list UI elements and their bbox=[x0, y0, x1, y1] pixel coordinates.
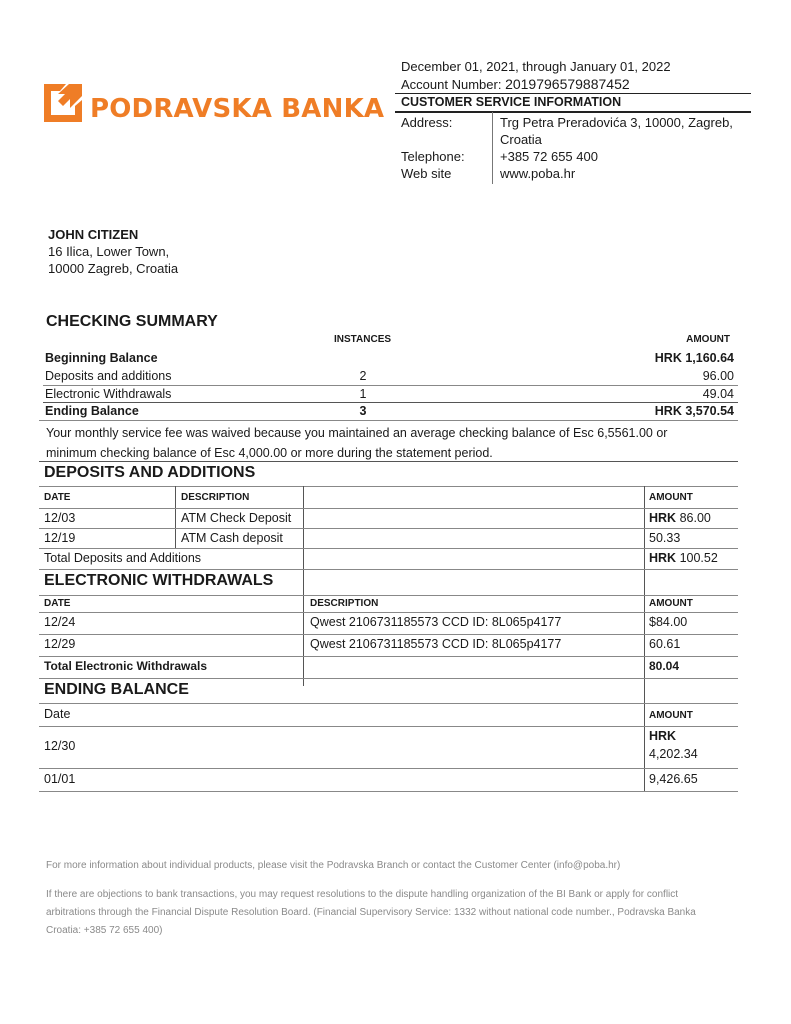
footer-line: arbitrations through the Financial Dispute Resolution Board. (Financial Supervisory Service: 1332 without national code number., Podravska Banka bbox=[46, 907, 696, 918]
footer-line: If there are objections to bank transactions, you may request resolutions to the dispute handling organization of the BI Bank or apply for conflict bbox=[46, 889, 679, 900]
ending-amount: 9,426.65 bbox=[649, 772, 698, 786]
deposits-date-header: DATE bbox=[44, 492, 71, 503]
divider bbox=[39, 678, 738, 679]
ending-date: 12/30 bbox=[44, 739, 76, 753]
address-label: Address: bbox=[401, 115, 453, 130]
summary-label: Beginning Balance bbox=[45, 351, 158, 365]
summary-label: Deposits and additions bbox=[45, 369, 172, 383]
withdrawal-amount: 60.61 bbox=[649, 637, 681, 651]
service-fee-note bbox=[46, 423, 736, 463]
summary-amount: HRK 3,570.54 bbox=[654, 404, 734, 418]
withdrawals-total-amount: 80.04 bbox=[649, 659, 680, 673]
divider bbox=[492, 112, 493, 184]
bank-address-line1: Trg Petra Preradovića 3, 10000, Zagreb, bbox=[500, 115, 733, 130]
deposit-date: 12/03 bbox=[44, 511, 76, 525]
divider bbox=[39, 768, 738, 769]
withdrawals-title: ELECTRONIC WITHDRAWALS bbox=[44, 572, 274, 589]
divider bbox=[39, 486, 738, 487]
divider bbox=[39, 508, 738, 509]
divider bbox=[39, 656, 738, 657]
summary-amount: 96.00 bbox=[702, 369, 734, 383]
customer-service-title: CUSTOMER SERVICE INFORMATION bbox=[401, 95, 622, 109]
divider bbox=[39, 726, 738, 727]
divider bbox=[39, 612, 738, 613]
divider bbox=[644, 486, 645, 792]
summary-instances: 1 bbox=[359, 387, 367, 401]
summary-row-beginning-balance bbox=[43, 350, 738, 367]
divider bbox=[39, 595, 738, 596]
ending-amount: 4,202.34 bbox=[649, 747, 698, 761]
divider bbox=[39, 791, 738, 792]
recipient-address-line1: 16 Ilica, Lower Town, bbox=[48, 244, 170, 259]
divider bbox=[39, 634, 738, 635]
bank-telephone: +385 72 655 400 bbox=[500, 149, 598, 164]
bank-website-link[interactable]: www.poba.hr bbox=[500, 166, 576, 181]
ending-date: 01/01 bbox=[44, 772, 76, 786]
withdrawal-description: Qwest 2106731185573 CCD ID: 8L065p4177 bbox=[310, 637, 562, 651]
footer-line: Croatia: +385 72 655 400) bbox=[46, 925, 163, 936]
deposits-title: DEPOSITS AND ADDITIONS bbox=[44, 464, 256, 481]
account-number: 2019796579887452 bbox=[505, 76, 630, 92]
withdrawal-date: 12/29 bbox=[44, 637, 76, 651]
deposits-description-header: DESCRIPTION bbox=[181, 492, 250, 503]
amount-header: AMOUNT bbox=[686, 334, 730, 345]
divider bbox=[39, 528, 738, 529]
podravska-logo-mark-icon bbox=[44, 84, 82, 122]
footer-objections bbox=[46, 886, 746, 940]
ending-amount-header: AMOUNT bbox=[649, 710, 693, 721]
deposits-total-label: Total Deposits and Additions bbox=[44, 551, 202, 565]
summary-instances: 2 bbox=[359, 369, 367, 383]
deposits-amount-header: AMOUNT bbox=[649, 492, 693, 503]
deposits-total-amount bbox=[649, 551, 718, 565]
amount-value: 100.52 bbox=[676, 551, 718, 565]
amount-value: 86.00 bbox=[676, 511, 711, 525]
bank-logo bbox=[44, 83, 384, 123]
deposit-description: ATM Check Deposit bbox=[181, 511, 292, 525]
withdrawals-amount-header: AMOUNT bbox=[649, 598, 693, 609]
summary-row-ending-balance bbox=[43, 403, 738, 420]
summary-instances: 3 bbox=[359, 404, 367, 418]
withdrawal-date: 12/24 bbox=[44, 615, 76, 629]
divider bbox=[395, 111, 751, 113]
checking-summary-title: CHECKING SUMMARY bbox=[46, 313, 218, 330]
deposit-amount bbox=[649, 511, 711, 525]
currency-label: HRK bbox=[649, 511, 677, 525]
withdrawals-total-label: Total Electronic Withdrawals bbox=[44, 659, 208, 673]
ending-balance-title: ENDING BALANCE bbox=[44, 681, 189, 698]
instances-header: INSTANCES bbox=[334, 334, 392, 345]
telephone-label: Telephone: bbox=[401, 149, 465, 164]
bank-address-line2: Croatia bbox=[500, 132, 542, 147]
website-label: Web site bbox=[401, 166, 452, 181]
withdrawals-date-header: DATE bbox=[44, 598, 71, 609]
account-number-label: Account Number: bbox=[401, 77, 502, 92]
divider bbox=[39, 703, 738, 704]
withdrawal-description: Qwest 2106731185573 CCD ID: 8L065p4177 bbox=[310, 615, 562, 629]
recipient-address-line2: 10000 Zagreb, Croatia bbox=[48, 261, 179, 276]
ending-date-header: Date bbox=[44, 707, 71, 721]
footer-info: For more information about individual products, please visit the Podravska Branch or contact the Customer Center (info@poba.hr) bbox=[46, 860, 621, 871]
divider bbox=[39, 461, 738, 462]
currency-label: HRK bbox=[649, 551, 677, 565]
ending-amount-currency: HRK bbox=[649, 729, 677, 743]
divider bbox=[395, 93, 751, 94]
summary-label: Ending Balance bbox=[45, 404, 139, 418]
summary-amount: HRK 1,160.64 bbox=[654, 351, 734, 365]
recipient-block bbox=[48, 226, 178, 277]
recipient-name: JOHN CITIZEN bbox=[48, 227, 139, 242]
summary-amount: 49.04 bbox=[702, 387, 734, 401]
deposit-amount: 50.33 bbox=[649, 531, 681, 545]
summary-row-withdrawals bbox=[43, 386, 738, 403]
note-line: Your monthly service fee was waived because you maintained an average checking balance of Esc 6,5561.00 or bbox=[46, 426, 668, 440]
summary-label: Electronic Withdrawals bbox=[45, 387, 172, 401]
divider bbox=[39, 569, 738, 570]
withdrawal-amount: $84.00 bbox=[649, 615, 688, 629]
deposit-date: 12/19 bbox=[44, 531, 76, 545]
divider bbox=[175, 486, 176, 549]
account-number-line bbox=[401, 76, 630, 92]
bank-name: PODRAVSKA BANKA bbox=[90, 94, 385, 124]
deposit-description: ATM Cash deposit bbox=[181, 531, 283, 545]
statement-period: December 01, 2021, through January 01, 2022 bbox=[401, 59, 671, 74]
divider bbox=[39, 548, 738, 549]
summary-row-deposits bbox=[43, 368, 738, 385]
note-line: minimum checking balance of Esc 4,000.00 or more during the statement period. bbox=[46, 446, 493, 460]
divider bbox=[39, 420, 738, 421]
withdrawals-description-header: DESCRIPTION bbox=[310, 598, 379, 609]
